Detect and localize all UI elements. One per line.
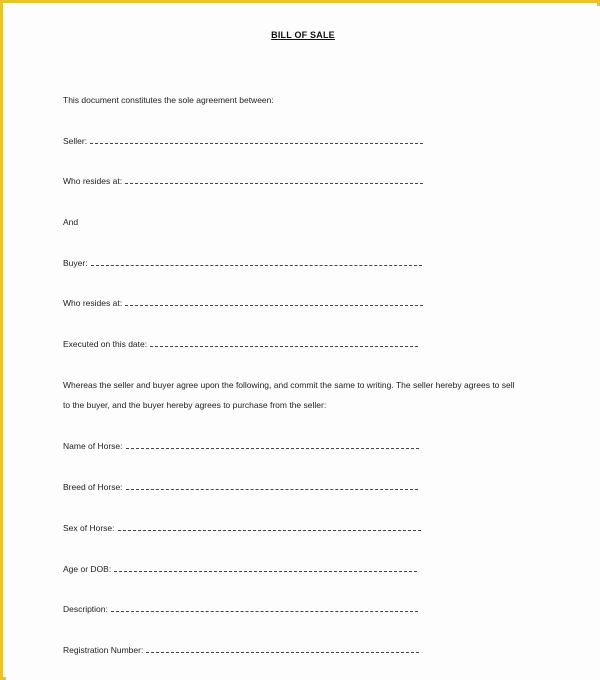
seller-address-label: Who resides at: [63,176,123,186]
registration-label: Registration Number: [63,645,144,655]
seller-address-row [63,176,423,186]
executed-date-row [63,339,418,349]
description-label: Description: [63,604,108,614]
age-dob-blank-line[interactable] [114,564,417,572]
buyer-address-blank-line[interactable] [125,298,423,306]
horse-name-label: Name of Horse: [63,441,123,451]
horse-breed-blank-line[interactable] [126,482,418,490]
executed-date-blank-line[interactable] [150,339,418,347]
and-text: And [63,217,79,227]
whereas-line-2: to the buyer, and the buyer hereby agrees to purchase from the seller: [63,400,327,410]
age-dob-row [63,564,417,574]
buyer-address-row [63,298,423,308]
buyer-label: Buyer: [63,258,88,268]
horse-name-blank-line[interactable] [126,441,419,449]
seller-label: Seller: [63,136,88,146]
document-title: BILL OF SALE [271,30,335,40]
horse-breed-row [63,482,418,492]
horse-name-row [63,441,419,451]
description-blank-line[interactable] [111,604,418,612]
seller-address-blank-line[interactable] [125,176,423,184]
buyer-row [63,258,422,268]
seller-blank-line[interactable] [90,136,423,144]
buyer-address-label: Who resides at: [63,298,123,308]
document-page [6,6,600,680]
whereas-line-1: Whereas the seller and buyer agree upon the following, and commit the same to writing. The seller hereby agrees to sell [63,380,515,390]
horse-breed-label: Breed of Horse: [63,482,123,492]
horse-sex-label: Sex of Horse: [63,523,115,533]
registration-row [63,645,419,655]
buyer-blank-line[interactable] [91,258,422,266]
intro-text: This document constitutes the sole agreement between: [63,95,274,105]
horse-sex-row [63,523,421,533]
horse-sex-blank-line[interactable] [118,523,421,531]
registration-blank-line[interactable] [146,645,419,653]
description-row [63,604,418,614]
executed-date-label: Executed on this date: [63,339,148,349]
age-dob-label: Age or DOB: [63,564,112,574]
seller-row [63,136,423,146]
